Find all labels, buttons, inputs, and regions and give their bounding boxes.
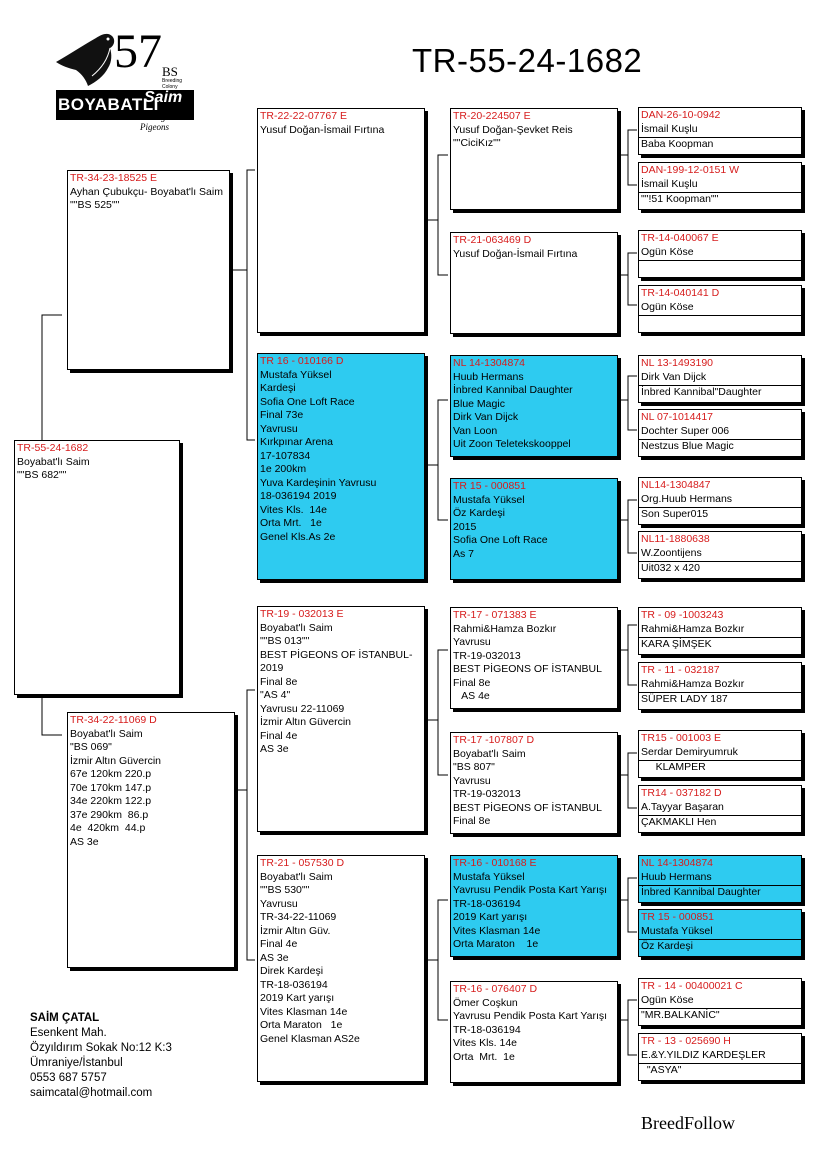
brand-name: BreedFollow <box>641 1113 735 1133</box>
info-line: AS 3e <box>70 835 99 848</box>
great-grandparent-box <box>450 108 618 210</box>
info-line: Yuva Kardeşinin Yavrusu <box>260 476 377 489</box>
info-line: TR-19-032013 <box>453 649 521 662</box>
logo-name: BOYABATLI <box>56 90 194 120</box>
ring-number: TR 15 - 000851 <box>641 911 714 923</box>
info-line: TR-18-036194 <box>260 978 328 991</box>
ancestor-box <box>638 230 802 278</box>
ring-number: TR-14-040067 E <box>641 232 719 244</box>
ancestor-box <box>638 477 802 525</box>
logo-bs: BS <box>162 64 178 79</box>
ring-number: TR-16 - 010168 E <box>453 857 537 869</box>
ring-number: TR-17 - 071383 E <box>453 609 537 621</box>
info-line: E.&Y.YILDIZ KARDEŞLER <box>641 1048 766 1061</box>
info-line: Direk Kardeşi <box>260 965 324 977</box>
ring-number: TR - 13 - 025690 H <box>641 1035 731 1047</box>
info-line: Vites Kls. 14e <box>260 503 327 516</box>
ancestor-box <box>638 355 802 403</box>
info-line: Ömer Coşkun <box>453 996 518 1009</box>
ring-number: TR 15 - 000851 <box>453 480 526 492</box>
ancestor-box <box>638 662 802 710</box>
ring-number: TR-21 - 057530 D <box>260 857 345 869</box>
info-line: AS 3e <box>260 951 289 964</box>
info-line: Van Loon <box>453 424 498 437</box>
info-line: Final 8e <box>453 676 491 689</box>
info-line: ""BS 525"" <box>70 199 120 211</box>
info-line: Yavrusu 22-11069 <box>260 702 345 715</box>
great-grandparent-box <box>450 732 618 834</box>
info-line: KLAMPER <box>639 760 801 775</box>
ring-number: DAN-199-12-0151 W <box>641 164 740 176</box>
great-grandparent-box <box>450 478 618 580</box>
info-line: Orta Mrt. 1e <box>453 1050 515 1063</box>
info-line: 18-036194 2019 <box>260 490 337 502</box>
info-line: Serdar Demiryumruk <box>641 745 738 758</box>
info-line: Ogün Köse <box>641 993 694 1006</box>
logo-saim: Saim <box>144 89 183 106</box>
email: saimcatal@hotmail.com <box>30 1087 153 1099</box>
pigeon-icon <box>52 28 122 90</box>
ring-number: TR-55-24-1682 <box>17 442 89 454</box>
info-line: Vites Kls. 14e <box>453 1037 518 1049</box>
info-line: Uit032 x 420 <box>639 561 801 576</box>
sire-box <box>67 170 230 370</box>
info-line: İzmir Altın Güvercin <box>70 754 162 767</box>
info-line: TR-18-036194 <box>453 897 521 910</box>
info-line: Orta Maraton 1e <box>453 938 539 950</box>
ring-number: NL14-1304847 <box>641 479 711 491</box>
ancestor-box <box>638 162 802 210</box>
info-line: Mustafa Yüksel <box>453 493 525 506</box>
info-line: 2015 <box>453 520 477 533</box>
info-line: BEST PİGEONS OF İSTANBUL <box>453 801 602 814</box>
info-line: Nestzus Blue Magic <box>639 439 801 454</box>
info-line: Sofia One Loft Race <box>260 395 355 408</box>
info-line: 34e 220km 122.p <box>70 795 152 807</box>
info-line: Mustafa Yüksel <box>641 924 713 937</box>
ancestor-box <box>638 978 802 1026</box>
info-line: Dirk Van Dijck <box>641 370 707 383</box>
ancestor-box <box>638 107 802 155</box>
info-line: Kırkpınar Arena <box>260 436 333 448</box>
info-line: Kardeşi <box>260 382 296 394</box>
ring-number: NL 13-1493190 <box>641 357 714 369</box>
great-grandparent-box <box>450 355 618 457</box>
info-line-empty <box>639 315 801 330</box>
info-line: 67e 120km 220.p <box>70 768 152 780</box>
info-line: "ASYA" <box>639 1063 801 1078</box>
ring-number: TR-17 -107807 D <box>453 734 535 746</box>
info-line: TR-34-22-11069 <box>260 911 337 923</box>
info-line: İnbred Kannibal Daughter <box>639 885 801 900</box>
info-line: SÜPER LADY 187 <box>639 692 801 707</box>
grandparent-box <box>257 855 425 1082</box>
info-line: W.Zoontijens <box>641 546 702 559</box>
info-line: Orta Mrt. 1e <box>260 517 322 529</box>
info-line: Dochter Super 006 <box>641 424 730 437</box>
info-line: Yavrusu <box>453 774 491 787</box>
info-line: Uit Zoon Teletekskooppel <box>453 438 571 450</box>
info-line: Yavrusu <box>260 422 298 435</box>
info-line: Final 4e <box>260 729 298 742</box>
info-line: As 7 <box>453 547 475 560</box>
info-line: Genel Klasman AS2e <box>260 1032 360 1045</box>
info-line: ""BS 013"" <box>260 635 310 647</box>
ancestor-box <box>638 785 802 833</box>
ring-number: TR-21-063469 D <box>453 234 532 246</box>
info-line: 37e 290km 86.p <box>70 808 149 821</box>
info-line: Son Super015 <box>639 507 801 522</box>
grandparent-box <box>257 353 425 580</box>
info-line: Ogün Köse <box>641 245 694 258</box>
ring-number: TR - 11 - 032187 <box>641 664 720 676</box>
info-line: BEST PİGEONS OF İSTANBUL- <box>260 648 413 661</box>
info-line: "MR.BALKANİC" <box>639 1008 801 1023</box>
great-grandparent-box <box>450 232 618 334</box>
info-line: Huub Hermans <box>453 370 524 383</box>
info-line: İzmir Altın Güv. <box>260 924 331 937</box>
ring-number: TR-34-23-18525 E <box>70 172 157 184</box>
info-line: Final 73e <box>260 409 304 421</box>
info-line: Rahmi&Hamza Bozkır <box>641 677 745 690</box>
info-line: Yusuf Doğan-İsmail Fırtına <box>453 247 578 260</box>
info-line: ""BS 682"" <box>17 469 67 481</box>
ancestor-box <box>638 730 802 778</box>
great-grandparent-box <box>450 855 618 957</box>
address-line: Esenkent Mah. <box>30 1027 107 1039</box>
info-line: Boyabat'lı Saim <box>70 727 143 740</box>
address-line: Ümraniye/İstanbul <box>30 1057 123 1069</box>
phone: 0553 687 5757 <box>30 1072 107 1084</box>
info-line: 70e 170km 147.p <box>70 781 152 794</box>
ring-number: TR14 - 037182 D <box>641 787 722 799</box>
logo-racing: Racing Pigeons <box>140 112 169 132</box>
address-line: Özyıldırım Sokak No:12 K:3 <box>30 1042 172 1054</box>
ring-number: NL 07-1014417 <box>641 411 714 423</box>
info-line-empty <box>639 260 801 275</box>
info-line: Yavrusu <box>453 636 491 648</box>
info-line: Final 8e <box>453 815 491 827</box>
ring-number: TR-34-22-11069 D <box>70 714 157 726</box>
page-title: TR-55-24-1682 <box>412 42 643 79</box>
info-line: 17-107834 <box>260 449 311 462</box>
info-line: ""!51 Koopman"" <box>639 192 801 207</box>
ring-number: TR - 14 - 00400021 C <box>641 980 743 992</box>
info-line: Boyabat'lı Saim <box>260 621 333 634</box>
info-line: Mustafa Yüksel <box>453 870 525 883</box>
info-line: Final 8e <box>260 675 298 688</box>
info-line: Yusuf Doğan-İsmail Fırtına <box>260 123 385 136</box>
info-line: "AS 4" <box>260 689 291 701</box>
contact-info <box>30 1011 172 1101</box>
info-line: Öz Kardeşi <box>639 939 801 954</box>
logo-number: 57 <box>114 25 162 78</box>
info-line: A.Tayyar Başaran <box>641 800 724 813</box>
great-grandparent-box <box>450 981 618 1083</box>
dam-box <box>67 712 235 968</box>
info-line: Rahmi&Hamza Bozkır <box>453 622 557 635</box>
info-line: ""CiciKız"" <box>453 137 501 149</box>
ring-number: TR-20-224507 E <box>453 110 531 122</box>
info-line: Ogün Köse <box>641 300 694 313</box>
ancestor-box <box>638 285 802 333</box>
info-line: ""BS 530"" <box>260 884 310 896</box>
info-line: Yavrusu Pendik Posta Kart Yarışı <box>453 1010 608 1022</box>
ring-number: TR-16 - 076407 D <box>453 983 538 995</box>
ancestor-box <box>638 607 802 655</box>
info-line: Yavrusu Pendik Posta Kart Yarışı <box>453 884 608 896</box>
info-line: 1e 200km <box>260 463 307 475</box>
info-line: "BS 069" <box>70 741 112 753</box>
info-line: Blue Magic <box>453 397 505 410</box>
info-line: İsmail Kuşlu <box>641 122 698 135</box>
ancestor-box <box>638 855 802 903</box>
ring-number: NL 14-1304874 <box>453 357 526 369</box>
ancestor-box <box>638 409 802 457</box>
info-line: Vites Klasman 14e <box>260 1005 348 1018</box>
info-line: TR-18-036194 <box>453 1023 521 1036</box>
info-line: 4e 420km 44.p <box>70 822 146 834</box>
info-line: "BS 807" <box>453 761 495 773</box>
ring-number: DAN-26-10-0942 <box>641 109 721 121</box>
info-line: İzmir Altın Güvercin <box>260 716 352 728</box>
breeder-name: SAİM ÇATAL <box>30 1012 100 1024</box>
info-line: Boyabat'lı Saim <box>260 870 333 883</box>
info-line: AS 3e <box>260 743 289 755</box>
info-line: Baba Koopman <box>639 137 801 152</box>
info-line: Boyabat'lı Saim <box>17 455 90 468</box>
info-line: ÇAKMAKLI Hen <box>639 815 801 830</box>
info-line: AS 4e <box>453 690 490 702</box>
info-line: Yusuf Doğan-Şevket Reis <box>453 123 573 136</box>
info-line: Mustafa Yüksel <box>260 368 332 381</box>
info-line: İsmail Kuşlu <box>641 177 698 190</box>
info-line: Sofia One Loft Race <box>453 534 548 546</box>
info-line: Huub Hermans <box>641 870 712 883</box>
info-line: İnbred Kannibal"Daughter <box>639 385 801 400</box>
ring-number: TR15 - 001003 E <box>641 732 721 744</box>
info-line: Genel Kls.As 2e <box>260 530 336 543</box>
ring-number: TR 16 - 010166 D <box>260 355 344 367</box>
ring-number: NL11-1880638 <box>641 533 710 545</box>
ring-number: NL 14-1304874 <box>641 857 714 869</box>
ancestor-box <box>638 1033 802 1081</box>
info-line: Öz Kardeşi <box>453 507 505 519</box>
info-line: İnbred Kannibal Daughter <box>453 384 573 396</box>
ring-number: TR-22-22-07767 E <box>260 110 347 122</box>
info-line: 2019 <box>260 662 284 674</box>
info-line: TR-19-032013 <box>453 788 521 800</box>
ancestor-box <box>638 909 802 957</box>
grandparent-box <box>257 606 425 832</box>
info-line: Boyabat'lı Saim <box>453 747 526 760</box>
info-line: Org.Huub Hermans <box>641 492 733 505</box>
info-line: Dirk Van Dijck <box>453 411 519 423</box>
subject-box <box>14 440 180 695</box>
great-grandparent-box <box>450 607 618 709</box>
info-line: Yavrusu <box>260 897 298 910</box>
info-line: BEST PİGEONS OF İSTANBUL <box>453 663 602 675</box>
info-line: Ayhan Çubukçu- Boyabat'lı Saim <box>70 185 223 198</box>
info-line: Rahmi&Hamza Bozkır <box>641 622 745 635</box>
grandparent-box <box>257 108 425 333</box>
ring-number: TR-14-040141 D <box>641 287 720 299</box>
info-line: Vites Klasman 14e <box>453 924 541 937</box>
info-line: Orta Maraton 1e <box>260 1019 343 1031</box>
ring-number: TR-19 - 032013 E <box>260 608 344 620</box>
logo-breeding: Breeding Colony <box>162 78 183 90</box>
ring-number: TR - 09 -1003243 <box>641 609 724 621</box>
ancestor-box <box>638 531 802 579</box>
info-line: KARA ŞİMŞEK <box>639 637 801 652</box>
info-line: 2019 Kart yarışı <box>260 992 335 1004</box>
info-line: Final 4e <box>260 938 298 950</box>
info-line: 2019 Kart yarışı <box>453 911 528 923</box>
